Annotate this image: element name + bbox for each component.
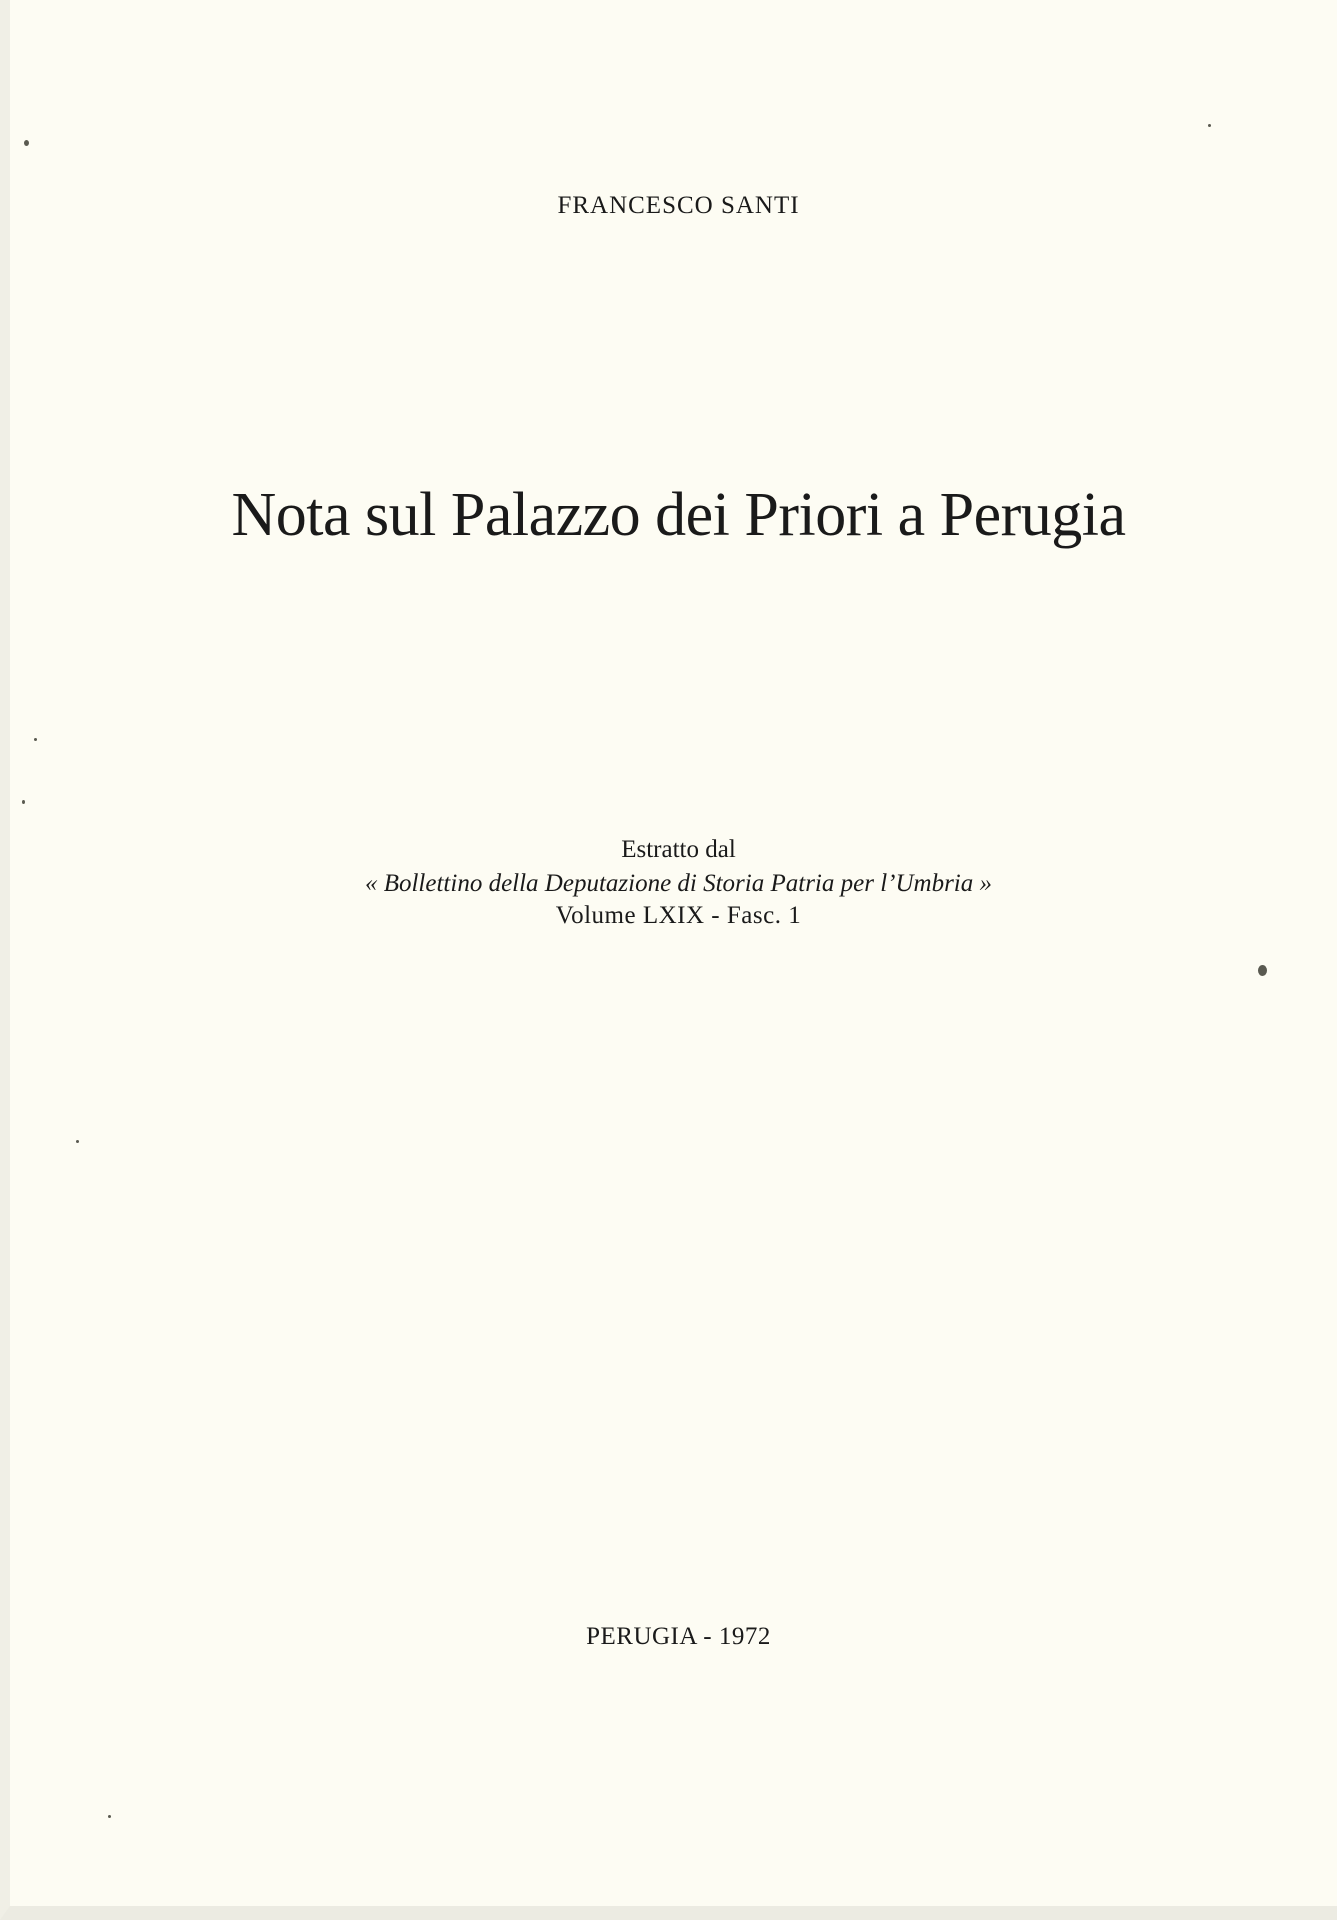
document-title: Nota sul Palazzo dei Priori a Perugia: [231, 481, 1126, 549]
volume-info: Volume LXIX - Fasc. 1: [555, 902, 802, 929]
scan-speck: [22, 800, 25, 804]
scan-speck: [34, 738, 37, 741]
scan-speck: [1258, 965, 1267, 976]
imprint-place-year: PERUGIA - 1972: [586, 1623, 771, 1650]
journal-name: « Bollettino della Deputazione di Storia Patria per l’Umbria »: [364, 870, 993, 897]
scan-speck: [76, 1140, 79, 1143]
extract-label: Estratto dal: [621, 836, 736, 863]
scan-speck: [24, 140, 29, 146]
scan-speck: [108, 1815, 111, 1818]
scan-speck: [1208, 124, 1211, 127]
author-name: FRANCESCO SANTI: [557, 192, 800, 219]
